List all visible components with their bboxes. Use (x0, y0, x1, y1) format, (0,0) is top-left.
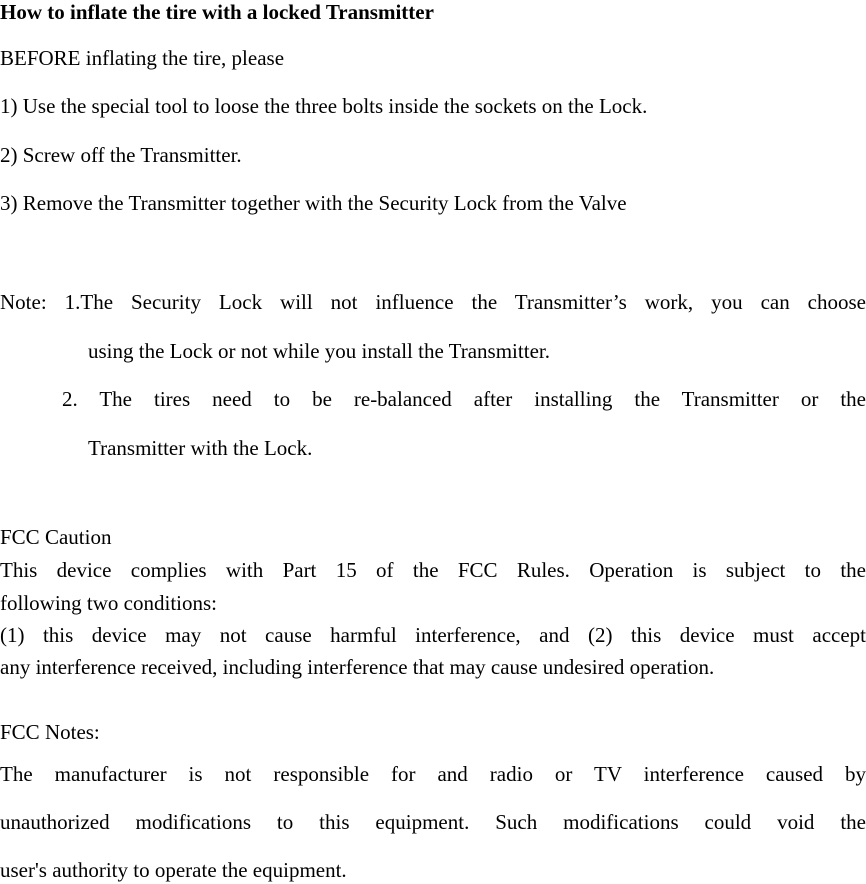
note-line-3: 2. The tires need to be re-balanced after installing the Transmitter or the (62, 387, 866, 411)
fcc-notes-line-3: user's authority to operate the equipment. (0, 858, 347, 882)
step-3: 3) Remove the Transmitter together with the Security Lock from the Valve (0, 191, 627, 215)
fcc-caution-line-3: (1) this device may not cause harmful interference, and (2) this device must accept (0, 623, 866, 647)
fcc-notes-line-2: unauthorized modifications to this equipment. Such modifications could void the (0, 810, 866, 834)
fcc-caution-line-4: any interference received, including interference that may cause undesired operation. (0, 655, 715, 679)
note-line-4: Transmitter with the Lock. (88, 436, 313, 460)
before-intro: BEFORE inflating the tire, please (0, 46, 285, 70)
fcc-caution-line-1: This device complies with Part 15 of the FCC Rules. Operation is subject to the (0, 558, 866, 582)
fcc-notes-heading: FCC Notes: (0, 720, 100, 744)
page-title: How to inflate the tire with a locked Transmitter (0, 0, 434, 24)
step-1: 1) Use the special tool to loose the three bolts inside the sockets on the Lock. (0, 94, 648, 118)
note-line-2: using the Lock or not while you install the Transmitter. (88, 339, 550, 363)
fcc-caution-line-2: following two conditions: (0, 591, 217, 615)
fcc-notes-line-1: The manufacturer is not responsible for and radio or TV interference caused by (0, 762, 866, 786)
step-2: 2) Screw off the Transmitter. (0, 143, 242, 167)
fcc-caution-heading: FCC Caution (0, 525, 112, 549)
note-line-1: Note: 1.The Security Lock will not influence the Transmitter’s work, you can choose (0, 290, 866, 314)
